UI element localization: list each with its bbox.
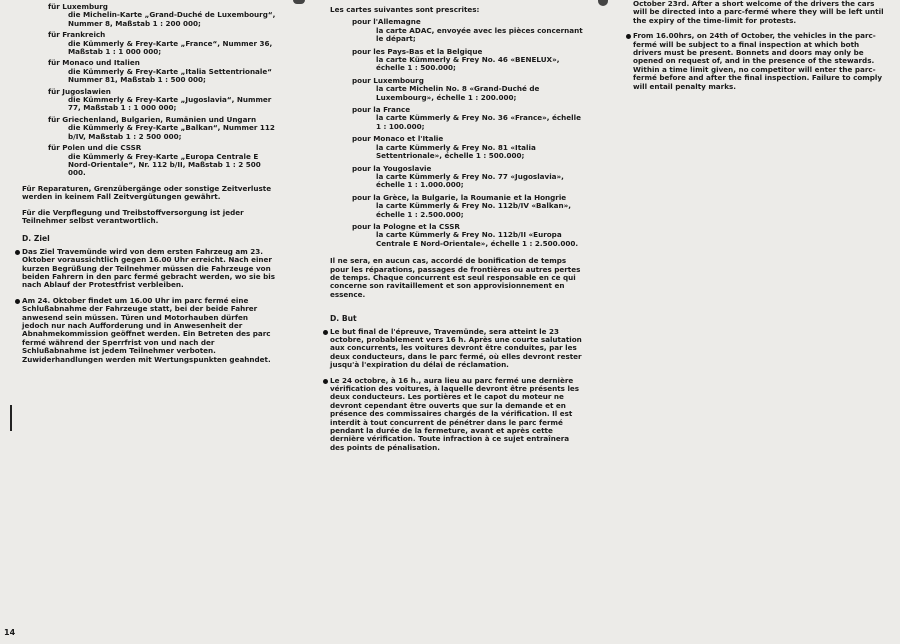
german-heading-finish: D. Ziel [22, 234, 50, 244]
map-description: die Kümmerly & Frey-Karte „Italia Settentrionale“ Nummer 81, Maßstab 1 : 500 000; [68, 66, 272, 85]
map-description: die Kümmerly & Frey-Karte „Balkan“, Nummer 112 b/IV, Maßstab 1 : 2 500 000; [68, 123, 275, 141]
bullet-icon [626, 34, 631, 39]
country-label: pour l'Allemagne [352, 17, 421, 27]
map-description: la carte Kümmerly & Frey No. 112b/II «Europa Centrale E Nord-Orientale», échelle 1 : 2.500.000. [376, 230, 579, 248]
map-entry [22, 3, 277, 28]
map-description: die Kümmerly & Frey-Karte „Jugoslavia“, Nummer 77, Maßstab 1 : 1 000 000; [68, 95, 272, 113]
german-column [22, 0, 277, 364]
german-map-list [22, 3, 277, 178]
map-description: la carte Michelin No. 8 «Grand-Duché de Luxembourg», échelle 1 : 200.000; [376, 84, 540, 102]
french-column [330, 0, 585, 452]
map-entry [330, 194, 585, 219]
map-entry [330, 18, 585, 43]
bullet-text: From 16.00hrs, on 24th of October, the vehicles in the parc-fermé will be subject to a final inspection at which both drivers must be present. Bonnets and doors may only be opened on request of, and in the presence of the stewards. Within a time limit given, no competitor will enter the parc-fermé before and after the final inspection. Failure to comply will entail penalty marks. [633, 31, 883, 91]
scan-mark [293, 0, 305, 4]
country-label: pour Luxembourg [352, 75, 424, 85]
map-description: die Michelin-Karte „Grand-Duché de Luxembourg“, Nummer 8, Maßstab 1 : 200 000; [68, 10, 276, 28]
country-label: für Monaco und Italien [48, 58, 140, 68]
french-bullet-inspection [330, 377, 585, 453]
country-label: für Griechenland, Bulgarien, Rumänien und Ungarn [48, 114, 257, 124]
german-paragraph-repairs: Für Reparaturen, Grenzübergänge oder sonstige Zeitverluste werden in keinem Fall Zeitvergütungen gewährt. [22, 183, 272, 202]
bullet-text: Le 24 octobre, à 16 h., aura lieu au parc fermé une dernière vérification des voitures, à laquelle devront être présents les deux conducteurs. Les portières et le capot du moteur ne devront cependant être ouverts que sur la demande et en présence des commissaires chargés de la vérification. Il est interdit à tout concurrent de pénétrer dans le parc fermé pendant la durée de la fermeture, avant et après cette dernière vérification. Toute infraction à ce sujet entraînera des points de pénalisation. [330, 375, 580, 452]
bullet-text: Le but final de l'épreuve, Travemünde, sera atteint le 23 octobre, probablement vers 16 h. Après une courte salutation aux concurrents, les voitures devront être conduites, par les deux conducteurs, dans le parc fermé, où elles devront rester jusqu'à l'expiration du délai de réclamation. [330, 326, 582, 370]
map-entry [330, 165, 585, 190]
country-label: pour la Pologne et la CSSR [352, 221, 460, 231]
country-label: für Frankreich [48, 30, 106, 40]
map-description: la carte Kümmerly & Frey No. 46 «BENELUX», échelle 1 : 500.000; [376, 55, 560, 73]
english-paragraph-arrival: October 23rd. After a short welcome of the drivers the cars will be directed into a parc-fermé where they will be left until the expiry of the time-limit for protests. [633, 0, 884, 25]
map-entry [22, 88, 277, 113]
bullet-icon [323, 330, 328, 335]
country-label: für Jugoslawien [48, 86, 111, 96]
map-description: die Kümmerly & Frey-Karte „Europa Centrale E Nord-Orientale“, Nr. 112 b/II, Maßstab 1 : 2 500 000. [68, 151, 261, 178]
english-column [633, 0, 890, 91]
map-description: la carte Kümmerly & Frey No. 77 «Jugoslavia», échelle 1 : 1.000.000; [376, 171, 564, 190]
country-label: für Luxemburg [48, 2, 108, 11]
french-heading-finish: D. But [330, 314, 357, 324]
bullet-text: Am 24. Oktober findet um 16.00 Uhr im parc fermé eine Schlußabnahme der Fahrzeuge statt, bei der beide Fahrer anwesend sein müssen. Türen und Motorhauben dürfen jedoch nur nach Aufforderung und in Anwesenheit der Abnahmekommission geöffnet werden. Ein Betreten des parc fermé während der Sperrfrist von und nach der Schlußabnahme ist jedem Teilnehmer verboten. Zuwiderhandlungen werden mit Wertungspunkten geahndet. [22, 295, 271, 364]
map-description: la carte Kümmerly & Frey No. 112b/IV «Balkan», échelle 1 : 2.500.000; [376, 201, 571, 219]
bullet-text: Das Ziel Travemünde wird von dem ersten Fahrzeug am 23. Oktober voraussichtlich gegen 16.00 Uhr erreicht. Nach einer kurzen Begrüßung der Teilnehmer müssen die Fahrzeuge von beiden Fahrern in den parc fermé gebracht werden, wo sie bis nach Ablauf der Protestfrist verbleiben. [22, 246, 275, 290]
map-entry [22, 59, 277, 84]
country-label: pour Monaco et l'Italie [352, 134, 444, 144]
bullet-icon [323, 379, 328, 384]
map-description: la carte Kümmerly & Frey No. 36 «France», échelle 1 : 100.000; [376, 113, 581, 131]
french-paragraph-repairs: Il ne sera, en aucun cas, accordé de bonification de temps pour les réparations, passages de frontières ou autres pertes de temps. Chaque concurrent est seul responsable en ce qui concerne son ravitaillement et son approvisionnement en essence. [330, 256, 581, 299]
map-description: la carte Kümmerly & Frey No. 81 «Italia Settentrionale», échelle 1 : 500.000; [376, 142, 536, 161]
map-entry [330, 135, 585, 160]
country-label: pour la France [352, 105, 411, 115]
french-map-list [330, 18, 585, 248]
map-entry [22, 116, 277, 141]
map-entry [330, 106, 585, 131]
margin-bar [10, 405, 12, 431]
english-bullet-inspection [633, 32, 890, 91]
scan-mark [598, 0, 608, 6]
country-label: pour les Pays-Bas et la Belgique [352, 46, 483, 56]
french-bullet-arrival [330, 328, 585, 370]
map-entry [22, 144, 277, 178]
map-entry [330, 223, 585, 248]
map-description: la carte ADAC, envoyée avec les pièces concernant le départ; [376, 25, 583, 44]
german-bullet-inspection [22, 297, 277, 364]
map-entry [22, 31, 277, 56]
country-label: pour la Yougoslavie [352, 163, 432, 173]
bullet-icon [15, 250, 20, 255]
german-paragraph-fuel: Für die Verpflegung und Treibstoffversorgung ist jeder Teilnehmer selbst verantwortlich. [22, 207, 244, 225]
map-entry [330, 48, 585, 73]
country-label: für Polen und die CSSR [48, 143, 142, 153]
map-description: die Kümmerly & Frey-Karte „France“, Nummer 36, Maßstab 1 : 1 000 000; [68, 38, 273, 57]
page-number: 14 [4, 628, 16, 637]
map-entry [330, 77, 585, 102]
german-bullet-arrival [22, 248, 277, 290]
french-intro: Les cartes suivantes sont prescrites: [330, 5, 480, 14]
bullet-icon [15, 299, 20, 304]
country-label: pour la Grèce, la Bulgarie, la Roumanie et la Hongrie [352, 192, 567, 202]
